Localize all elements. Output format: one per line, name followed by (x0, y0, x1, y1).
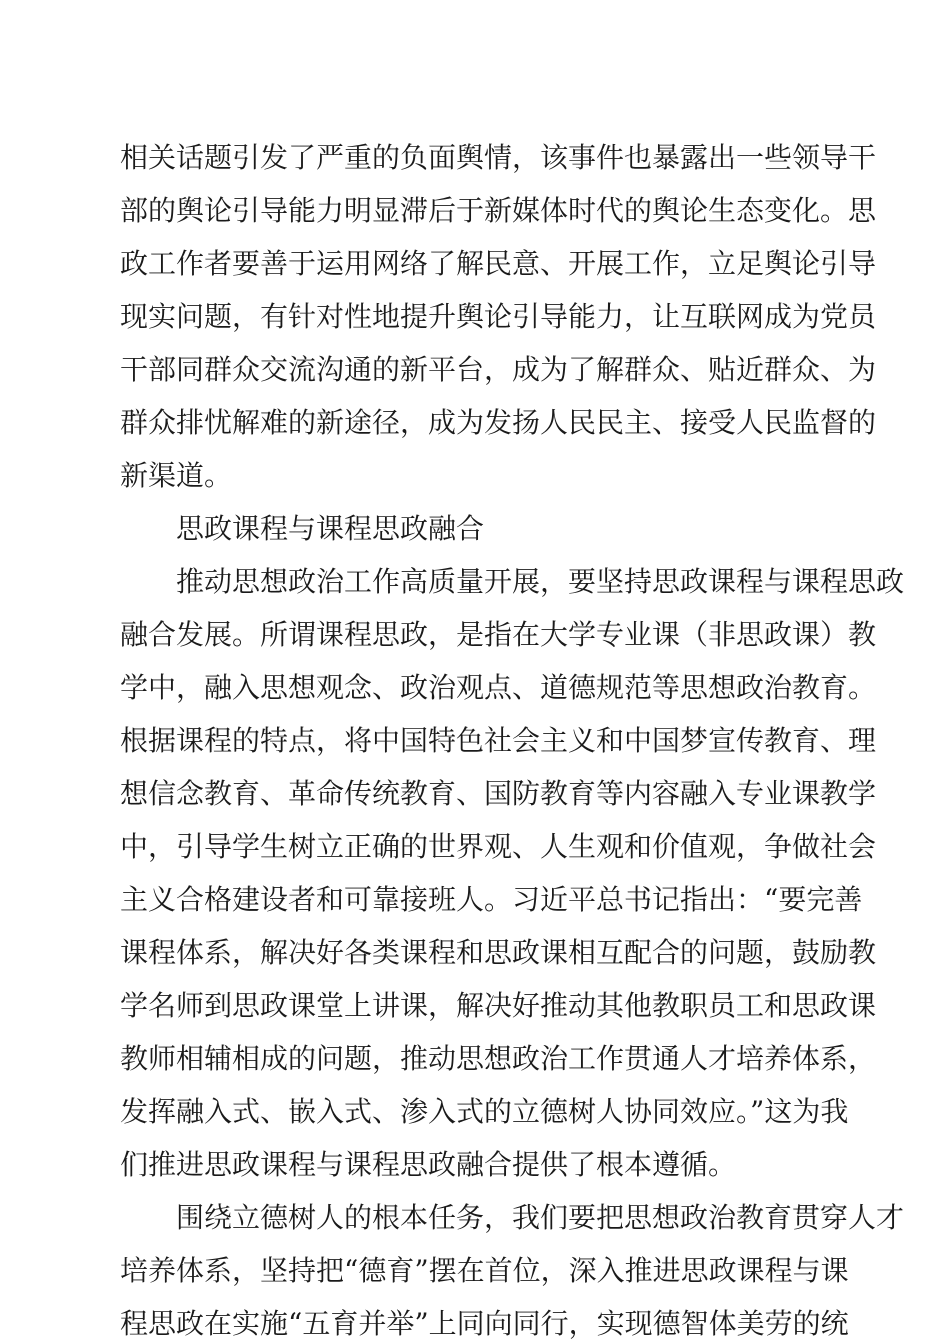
paragraph-1-line-4: 现实问题，有针对性地提升舆论引导能力，让互联网成为党员 (120, 300, 877, 333)
paragraph-3-line-3: 程思政在实施“五育并举”上同向同行，实现德智体美劳的统 (120, 1307, 849, 1340)
paragraph-1-line-6: 群众排忧解难的新途径，成为发扬人民民主、接受人民监督的 (120, 406, 877, 439)
paragraph-2-line-8: 课程体系，解决好各类课程和思政课相互配合的问题，鼓励教 (120, 936, 877, 969)
paragraph-3-line-1: 围绕立德树人的根本任务，我们要把思想政治教育贯穿人才 (176, 1201, 905, 1234)
paragraph-2-line-10: 教师相辅相成的问题，推动思想政治工作贯通人才培养体系， (120, 1042, 877, 1075)
paragraph-2-line-7: 主义合格建设者和可靠接班人。习近平总书记指出：“要完善 (120, 883, 863, 916)
paragraph-2-line-12: 们推进思政课程与课程思政融合提供了根本遵循。 (120, 1148, 737, 1181)
paragraph-2-line-5: 想信念教育、革命传统教育、国防教育等内容融入专业课教学 (120, 777, 877, 810)
section-heading: 思政课程与课程思政融合 (176, 512, 485, 545)
paragraph-2-line-2: 融合发展。所谓课程思政，是指在大学专业课（非思政课）教 (120, 618, 877, 651)
paragraph-2-line-4: 根据课程的特点，将中国特色社会主义和中国梦宣传教育、理 (120, 724, 877, 757)
paragraph-2-line-1: 推动思想政治工作高质量开展，要坚持思政课程与课程思政 (176, 565, 905, 598)
paragraph-3-line-2: 培养体系，坚持把“德育”摆在首位，深入推进思政课程与课 (120, 1254, 849, 1287)
paragraph-1-line-7: 新渠道。 (120, 459, 233, 492)
paragraph-1-line-3: 政工作者要善于运用网络了解民意、开展工作，立足舆论引导 (120, 247, 877, 280)
paragraph-1-line-1: 相关话题引发了严重的负面舆情，该事件也暴露出一些领导干 (120, 141, 877, 174)
paragraph-1-line-5: 干部同群众交流沟通的新平台，成为了解群众、贴近群众、为 (120, 353, 877, 386)
paragraph-2-line-9: 学名师到思政课堂上讲课，解决好推动其他教职员工和思政课 (120, 989, 877, 1022)
paragraph-2-line-3: 学中，融入思想观念、政治观点、道德规范等思想政治教育。 (120, 671, 877, 704)
paragraph-2-line-11: 发挥融入式、嵌入式、渗入式的立德树人协同效应。”这为我 (120, 1095, 849, 1128)
paragraph-1-line-2: 部的舆论引导能力明显滞后于新媒体时代的舆论生态变化。思 (120, 194, 877, 227)
paragraph-2-line-6: 中，引导学生树立正确的世界观、人生观和价值观，争做社会 (120, 830, 877, 863)
